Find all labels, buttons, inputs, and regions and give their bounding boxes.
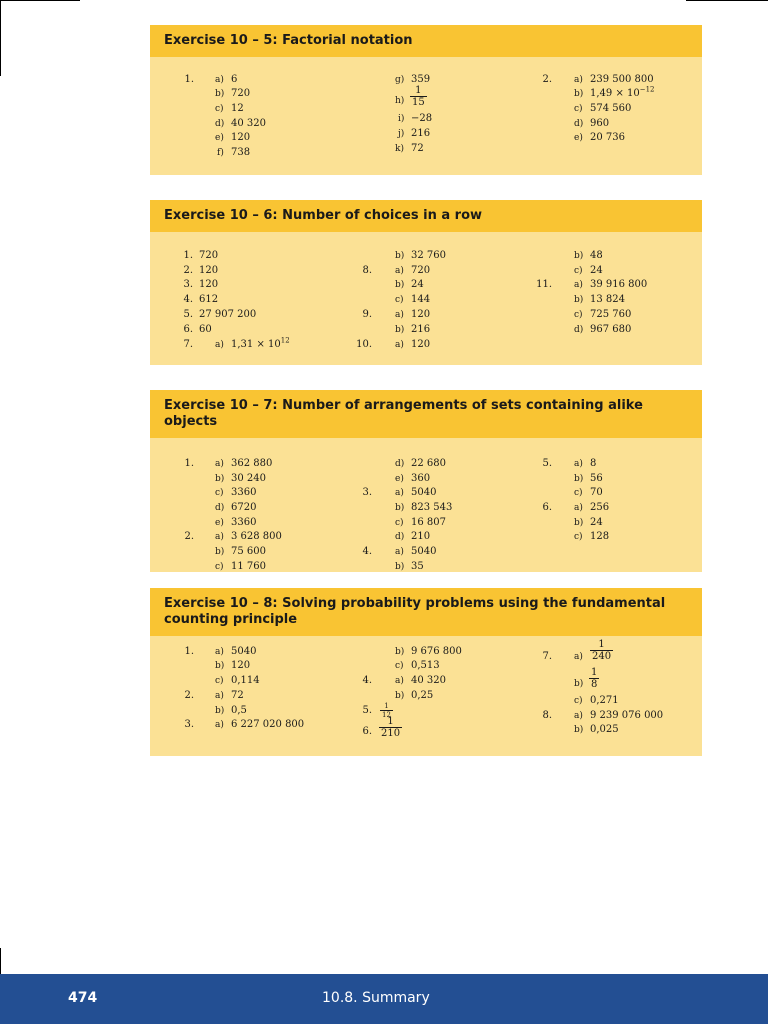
- answer: 24: [411, 279, 424, 290]
- part-label: d): [574, 119, 584, 129]
- answer: 30 240: [231, 473, 266, 484]
- answer: 120: [199, 279, 219, 290]
- part-label: a): [395, 488, 404, 498]
- answer: 24: [590, 517, 603, 528]
- part-label: d): [215, 503, 225, 513]
- part-label: c): [574, 532, 583, 542]
- part-label: a): [395, 676, 404, 686]
- answer: 27 907 200: [199, 309, 257, 320]
- answer: 720: [231, 88, 251, 99]
- crop-mark: [0, 948, 1, 974]
- answer: 256: [590, 502, 610, 513]
- answer: 612: [199, 294, 219, 305]
- part-label: c): [574, 488, 583, 498]
- answer: 8: [590, 458, 597, 469]
- answer: $1,31 \times 10^{12}$: [231, 336, 290, 350]
- answer: 216: [411, 324, 431, 335]
- answer: 48: [590, 250, 603, 261]
- question-number: 6.: [542, 502, 552, 513]
- part-label: b): [215, 547, 225, 557]
- part-label: a): [395, 340, 404, 350]
- question-number: 8.: [362, 265, 372, 276]
- answer: 16 807: [411, 517, 446, 528]
- fraction: $\frac{1}{12}$: [382, 702, 391, 719]
- part-label: a): [574, 652, 583, 662]
- exercise-box-10-7: [150, 390, 702, 572]
- part-label: b): [574, 725, 584, 735]
- answer: 5040: [231, 646, 257, 657]
- answer: 738: [231, 147, 251, 158]
- question-number: 4.: [183, 294, 193, 305]
- answer: 5040: [411, 546, 437, 557]
- part-label: d): [574, 325, 584, 335]
- answer: 0,25: [411, 690, 434, 701]
- answer: 40 320: [231, 118, 266, 129]
- part-label: b): [574, 251, 584, 261]
- answer: 12: [231, 103, 244, 114]
- answer: 9 239 076 000: [590, 710, 664, 721]
- answer: 120: [411, 339, 431, 350]
- answer: [590, 639, 613, 662]
- part-label: b): [395, 691, 405, 701]
- answer: 823 543: [411, 502, 453, 513]
- answer: 13 824: [590, 294, 625, 305]
- answer: 360: [411, 473, 431, 484]
- question-number: 11.: [536, 279, 552, 290]
- part-label: a): [574, 459, 583, 469]
- part-label: c): [395, 518, 404, 528]
- question-number: 3.: [184, 719, 194, 730]
- answer: −28: [411, 113, 433, 124]
- answer: 0,513: [411, 660, 440, 671]
- part-label: b): [215, 661, 225, 671]
- question-number: 2.: [184, 690, 194, 701]
- part-label: e): [215, 133, 224, 143]
- part-label: c): [215, 104, 224, 114]
- answer: 144: [411, 294, 431, 305]
- answer: 72: [411, 143, 424, 154]
- crop-mark: [0, 0, 1, 76]
- part-label: d): [395, 459, 405, 469]
- answer: 39 916 800: [590, 279, 648, 290]
- answer: 967 680: [590, 324, 632, 335]
- answer: 362 880: [231, 458, 273, 469]
- fraction: $\frac{1}{8}$: [591, 667, 598, 690]
- part-label: c): [395, 295, 404, 305]
- question-number: 2.: [184, 531, 194, 542]
- answer: 60: [199, 324, 212, 335]
- question-number: 8.: [542, 710, 552, 721]
- question-number: 5.: [183, 309, 193, 320]
- answer: 6720: [231, 502, 257, 513]
- part-label: d): [395, 532, 405, 542]
- answer: 35: [411, 561, 424, 572]
- answer: 574 560: [590, 103, 632, 114]
- answer: 3 628 800: [231, 531, 282, 542]
- part-label: c): [574, 310, 583, 320]
- answer: 120: [231, 132, 251, 143]
- answer: 24: [590, 265, 603, 276]
- question-number: 4.: [362, 675, 372, 686]
- answer: 120: [411, 309, 431, 320]
- part-label: a): [215, 532, 224, 542]
- answer: 72: [231, 690, 244, 701]
- part-label: a): [395, 547, 404, 557]
- answer: 6 227 020 800: [231, 719, 305, 730]
- part-label: c): [395, 661, 404, 671]
- part-label: j): [398, 129, 405, 139]
- question-number: 1.: [184, 646, 194, 657]
- answer: 0,114: [231, 675, 260, 686]
- question-number: 6.: [362, 726, 372, 737]
- question-number: 6.: [183, 324, 193, 335]
- part-label: c): [215, 488, 224, 498]
- part-label: k): [395, 144, 404, 154]
- question-number: 5.: [362, 705, 372, 716]
- answer: 40 320: [411, 675, 446, 686]
- answer: 20 736: [590, 132, 625, 143]
- answer: $1,49 \times 10^{-12}$: [590, 85, 655, 99]
- answer: 32 760: [411, 250, 446, 261]
- part-label: a): [215, 691, 224, 701]
- page-number: 474: [68, 990, 98, 1006]
- part-label: b): [215, 474, 225, 484]
- question-number: 4.: [362, 546, 372, 557]
- part-label: a): [395, 310, 404, 320]
- part-label: a): [215, 647, 224, 657]
- part-label: d): [215, 119, 225, 129]
- part-label: b): [395, 251, 405, 261]
- crop-mark: [686, 0, 768, 1]
- part-label: c): [574, 696, 583, 706]
- part-label: a): [395, 266, 404, 276]
- part-label: a): [215, 720, 224, 730]
- part-label: a): [574, 280, 583, 290]
- crop-mark: [0, 0, 80, 1]
- part-label: g): [395, 75, 405, 85]
- part-label: c): [215, 562, 224, 572]
- part-label: e): [215, 518, 224, 528]
- part-label: e): [574, 133, 583, 143]
- part-label: a): [215, 459, 224, 469]
- question-number: 2.: [542, 74, 552, 85]
- answer: [589, 667, 599, 690]
- answer: [379, 716, 402, 739]
- answer: 56: [590, 473, 603, 484]
- part-label: i): [398, 114, 405, 124]
- answer: 0,5: [231, 705, 247, 716]
- part-label: a): [215, 340, 224, 350]
- part-label: b): [395, 325, 405, 335]
- answer: 70: [590, 487, 603, 498]
- answer: 960: [590, 118, 610, 129]
- question-number: 9.: [362, 309, 372, 320]
- part-label: c): [574, 104, 583, 114]
- question-number: 3.: [183, 279, 193, 290]
- part-label: e): [395, 474, 404, 484]
- exercise-box-10-8: [150, 588, 702, 756]
- exercise-title: Exercise 10 – 7: Number of arrangements of sets containing alike objects: [150, 390, 702, 438]
- question-number: 3.: [362, 487, 372, 498]
- part-label: c): [574, 266, 583, 276]
- page-footer: [0, 974, 768, 1024]
- answer: 0,025: [590, 724, 619, 735]
- question-number: 5.: [542, 458, 552, 469]
- exercise-title: Exercise 10 – 5: Factorial notation: [150, 25, 702, 57]
- part-label: b): [215, 706, 225, 716]
- part-label: a): [574, 75, 583, 85]
- part-label: b): [574, 295, 584, 305]
- question-number: 2.: [183, 265, 193, 276]
- part-label: b): [395, 503, 405, 513]
- part-label: b): [395, 280, 405, 290]
- answer: 725 760: [590, 309, 632, 320]
- part-label: a): [215, 75, 224, 85]
- answer: 720: [411, 265, 431, 276]
- answer: 120: [199, 265, 219, 276]
- answer: 3360: [231, 517, 257, 528]
- answer: 75 600: [231, 546, 266, 557]
- part-label: b): [395, 647, 405, 657]
- part-label: b): [574, 89, 584, 99]
- answer: 120: [231, 660, 251, 671]
- part-label: f): [217, 148, 224, 158]
- fraction: $\frac{1}{240}$: [592, 639, 612, 662]
- part-label: b): [574, 474, 584, 484]
- answer: 239 500 800: [590, 74, 654, 85]
- part-label: b): [574, 679, 584, 689]
- section-title: 10.8. Summary: [322, 990, 430, 1006]
- part-label: b): [215, 89, 225, 99]
- answer: 216: [411, 128, 431, 139]
- answer: 22 680: [411, 458, 446, 469]
- exercise-box-10-5: [150, 25, 702, 175]
- part-label: c): [215, 676, 224, 686]
- part-label: h): [395, 96, 405, 106]
- question-number: 1.: [184, 74, 194, 85]
- answer: 359: [411, 74, 431, 85]
- part-label: b): [574, 518, 584, 528]
- exercise-title: Exercise 10 – 8: Solving probability problems using the fundamental counting principle: [150, 588, 702, 636]
- answer: 9 676 800: [411, 646, 462, 657]
- answer: 6: [231, 74, 238, 85]
- part-label: a): [574, 711, 583, 721]
- question-number: 1.: [184, 458, 194, 469]
- exercise-title: Exercise 10 – 6: Number of choices in a row: [150, 200, 702, 232]
- answer: 128: [590, 531, 610, 542]
- answer: 0,271: [590, 695, 619, 706]
- answer: 720: [199, 250, 219, 261]
- exercise-box-10-6: [150, 200, 702, 365]
- question-number: 7.: [183, 339, 193, 350]
- part-label: b): [395, 562, 405, 572]
- question-number: 1.: [183, 250, 193, 261]
- answer: 5040: [411, 487, 437, 498]
- answer: 11 760: [231, 561, 266, 572]
- part-label: a): [574, 503, 583, 513]
- answer: 3360: [231, 487, 257, 498]
- answer: [410, 85, 427, 108]
- answer: 210: [411, 531, 431, 542]
- fraction: $\frac{1}{15}$: [412, 85, 425, 108]
- fraction: $\frac{1}{210}$: [381, 716, 401, 739]
- question-number: 7.: [542, 651, 552, 662]
- question-number: 10.: [356, 339, 372, 350]
